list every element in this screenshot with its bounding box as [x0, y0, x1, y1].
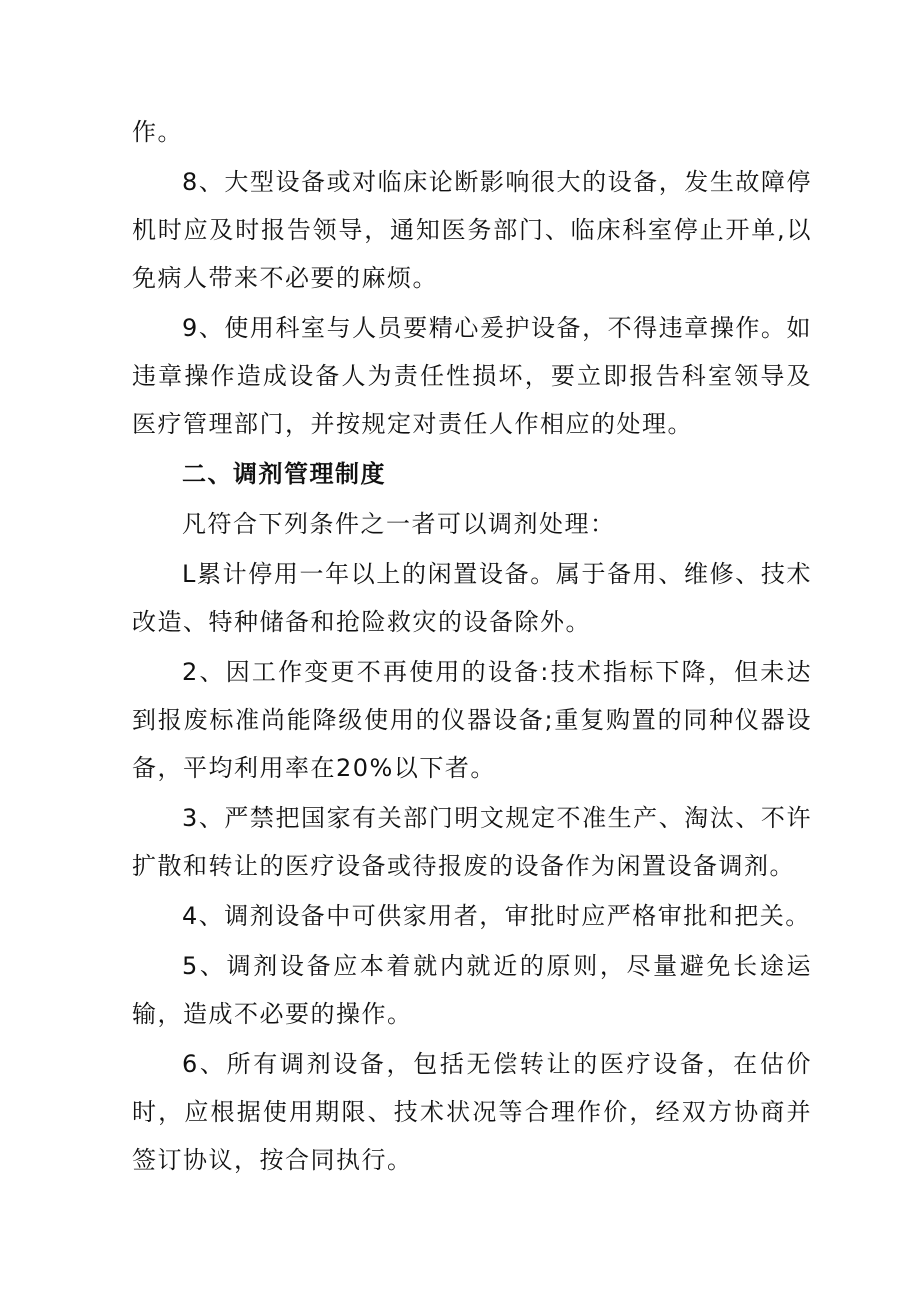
paragraph-item-4: 4、调剂设备中可供家用者，审批时应严格审批和把关。	[182, 902, 811, 930]
paragraph-continuation: 作。	[132, 118, 183, 146]
section-heading: 二、调剂管理制度	[182, 460, 386, 488]
paragraph-item-6: 6、所有调剂设备，包括无偿转让的医疗设备，在估价时，应根据使用期限、技术状况等合理作价，经双方协商并签订协议，按合同执行。	[132, 1050, 812, 1174]
paragraph-item-3: 3、严禁把国家有关部门明文规定不准生产、淘汰、不许扩散和转让的医疗设备或待报废的设备作为闲置设备调剂。	[132, 804, 812, 880]
document-page	[132, 108, 812, 1184]
paragraph-item-2: 2、因工作变更不再使用的设备:技术指标下降，但未达到报废标准尚能降级使用的仪器设备;重复购置的同种仪器设备，平均利用率在20%以下者。	[132, 658, 812, 782]
paragraph-item-8: 8、大型设备或对临床论断影响很大的设备，发生故障停机时应及时报告领导，通知医务部门、临床科室停止开单,以免病人带来不必要的麻烦。	[132, 168, 812, 292]
paragraph-intro: 凡符合下列条件之一者可以调剂处理：	[182, 510, 616, 538]
paragraph-item-1: L累计停用一年以上的闲置设备。属于备用、维修、技术改造、特种储备和抢险救灾的设备除外。	[132, 560, 812, 636]
paragraph-item-5: 5、调剂设备应本着就内就近的原则，尽量避免长途运输，造成不必要的操作。	[132, 952, 812, 1028]
paragraph-item-9: 9、使用科室与人员要精心爰护设备，不得违章操作。如违章操作造成设备人为责任性损坏，要立即报告科室领导及医疗管理部门，并按规定对责任人作相应的处理。	[132, 314, 812, 438]
